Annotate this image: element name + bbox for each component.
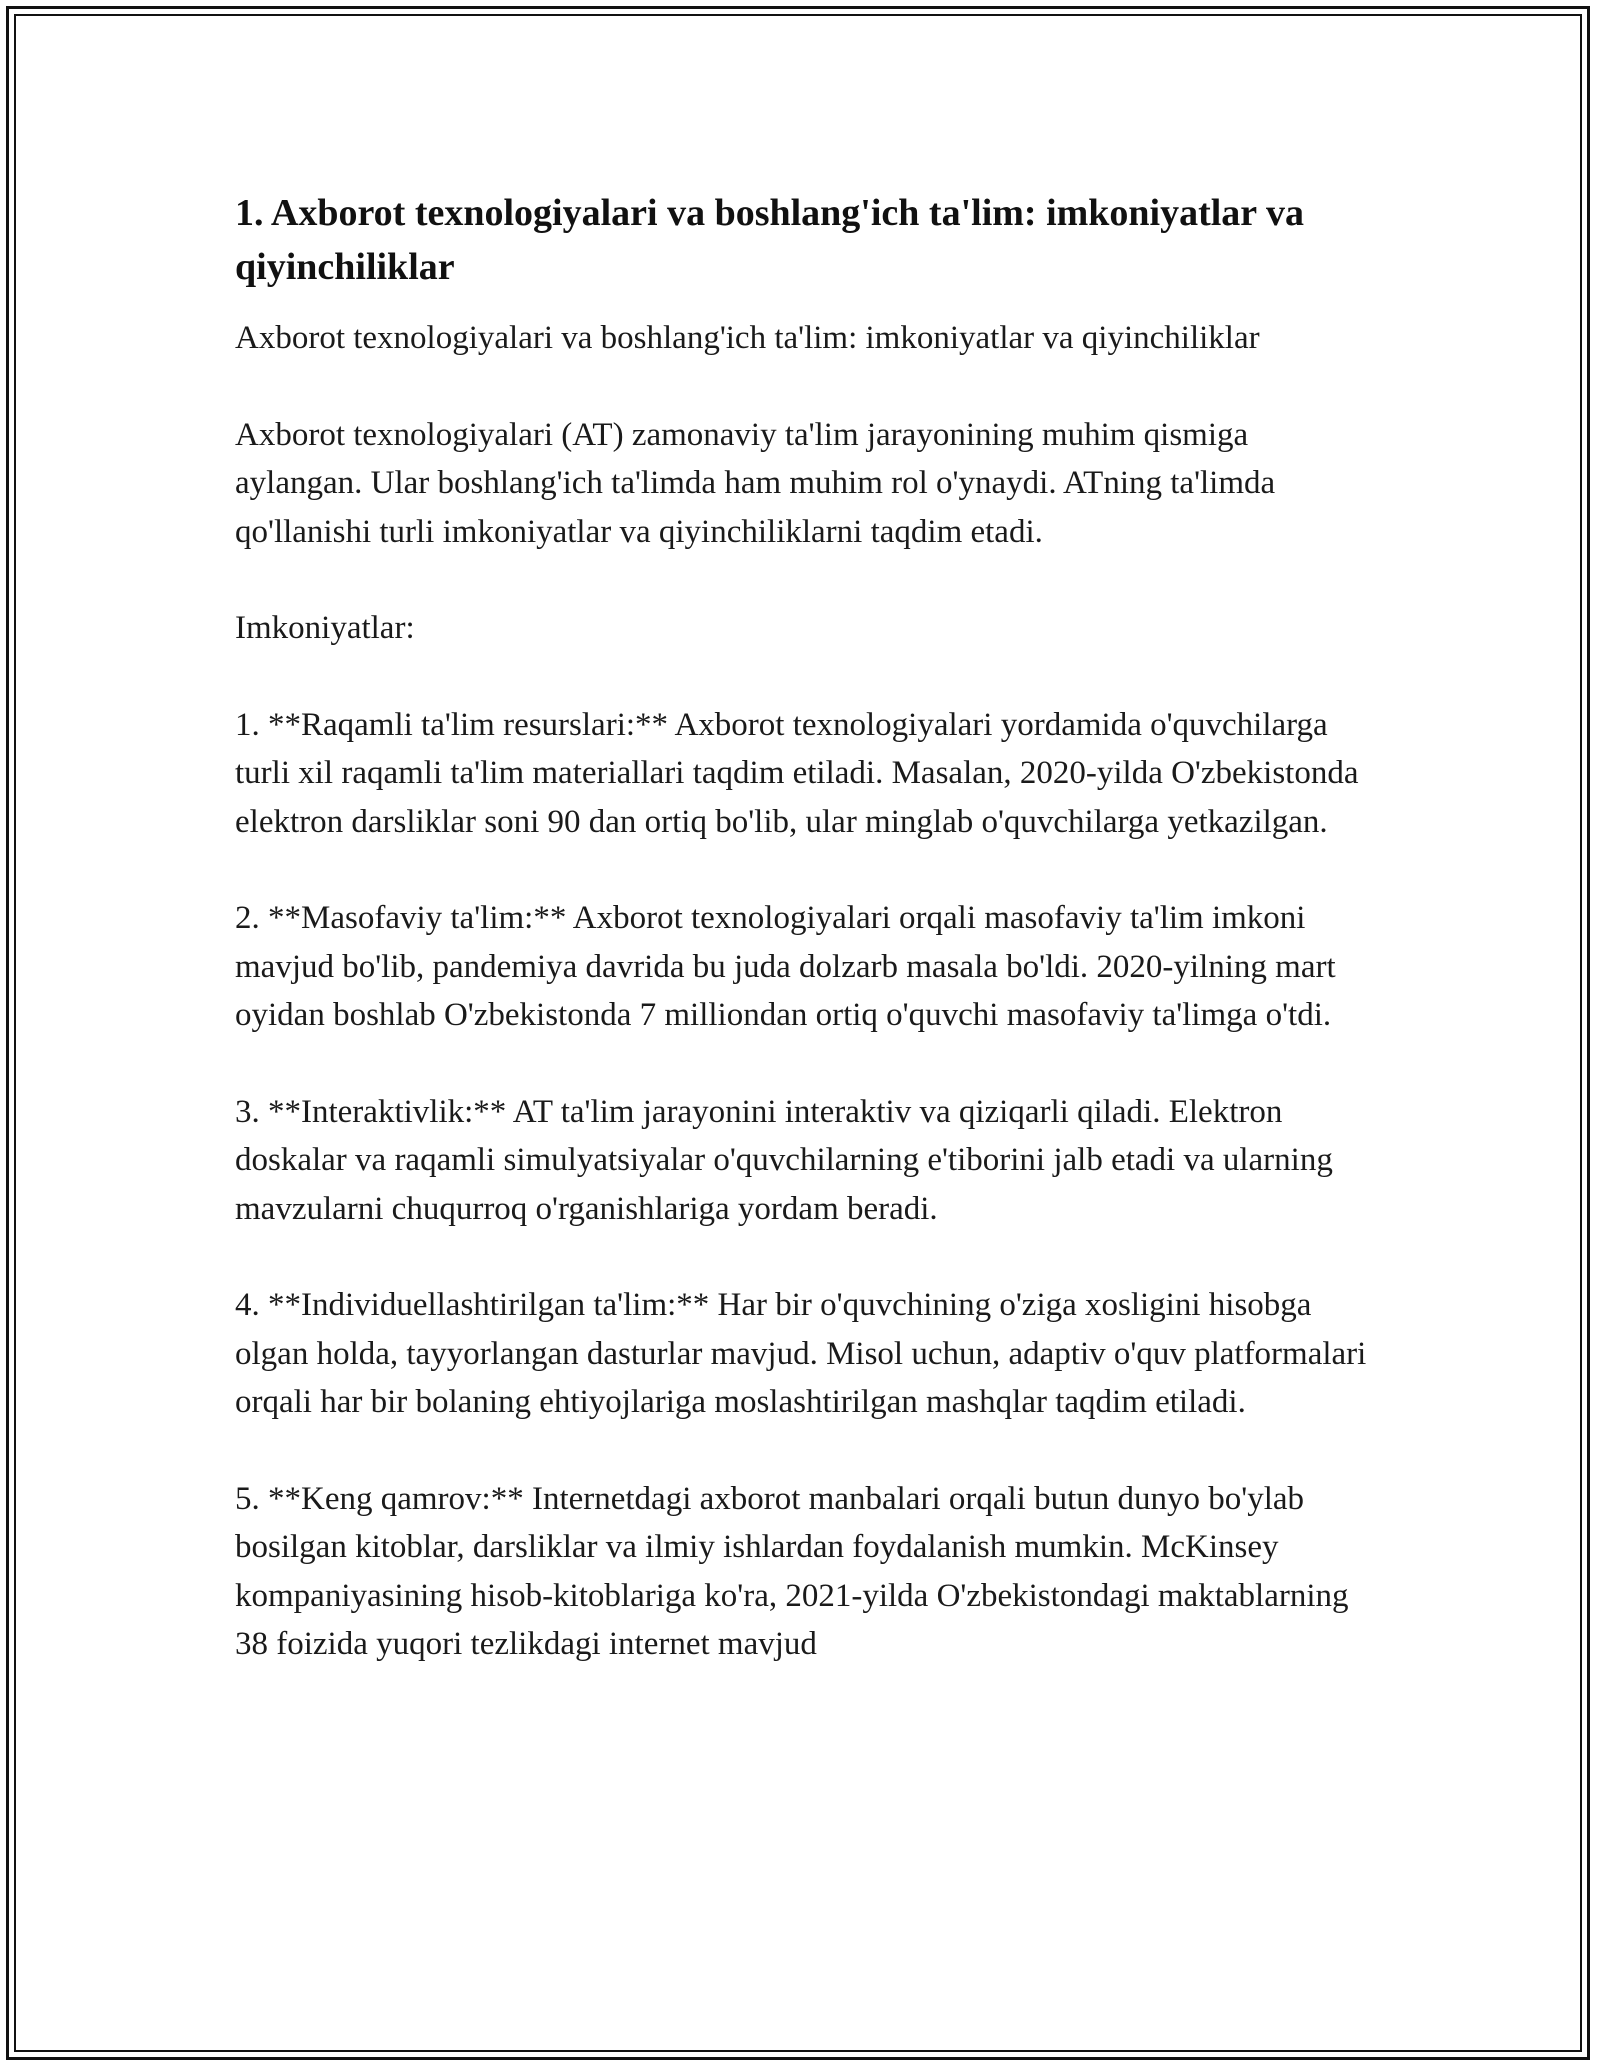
list-item-5: 5. **Keng qamrov:** Internetdagi axborot manbalari orqali butun dunyo bo'ylab bosilgan kitoblar, darsliklar va ilmiy ishlardan foydalanish mumkin. McKinsey kompaniyasining hisob-kitoblariga ko'ra, 2021-yilda O'zbekistondagi maktablarning 38 foizida yuqori tezlikdagi internet mavjud (235, 1480, 1349, 1662)
list-item-3: 3. **Interaktivlik:** AT ta'lim jarayonini interaktiv va qiziqarli qiladi. Elektron doskalar va raqamli simulyatsiyalar o'quvchilarning e'tiborini jalb etadi va ularning mavzularni chuqurroq o'rganishlariga yordam beradi. (235, 1093, 1333, 1227)
list-item-4: 4. **Individuellashtirilgan ta'lim:** Har bir o'quvchining o'ziga xosligini hisobga olgan holda, tayyorlangan dasturlar mavjud. Misol uchun, adaptiv o'quv platformalari orqali har bir bolaning ehtiyojlariga moslashtirilgan mashqlar taqdim etiladi. (235, 1287, 1367, 1420)
paragraph-section-heading: Imkoniyatlar: (235, 610, 415, 646)
document-body (235, 186, 1375, 1717)
list-item-1: 1. **Raqamli ta'lim resurslari:** Axborot texnologiyalari yordamida o'quvchilarga turli xil raqamli ta'lim materiallari taqdim etiladi. Masalan, 2020-yilda O'zbekistonda elektron darsliklar soni 90 dan ortiq bo'lib, ular minglab o'quvchilarga yetkazilgan. (235, 706, 1359, 840)
document-title: 1. Axborot texnologiyalari va boshlang'ich ta'lim: imkoniyatlar va qiyinchiliklar (235, 192, 1304, 288)
paragraph-subtitle: Axborot texnologiyalari va boshlang'ich ta'lim: imkoniyatlar va qiyinchiliklar (235, 320, 1260, 356)
paragraph-intro: Axborot texnologiyalari (AT) zamonaviy ta'lim jarayonining muhim qismiga aylangan. Ular boshlang'ich ta'limda ham muhim rol o'ynaydi. ATning ta'limda qo'llanishi turli imkoniyatlar va qiyinchiliklarni taqdim etadi. (235, 416, 1276, 550)
list-item-2: 2. **Masofaviy ta'lim:** Axborot texnologiyalari orqali masofaviy ta'lim imkoni mavjud bo'lib, pandemiya davrida bu juda dolzarb masala bo'ldi. 2020-yilning mart oyidan boshlab O'zbekistonda 7 milliondan ortiq o'quvchi masofaviy ta'limga o'tdi. (235, 900, 1336, 1033)
